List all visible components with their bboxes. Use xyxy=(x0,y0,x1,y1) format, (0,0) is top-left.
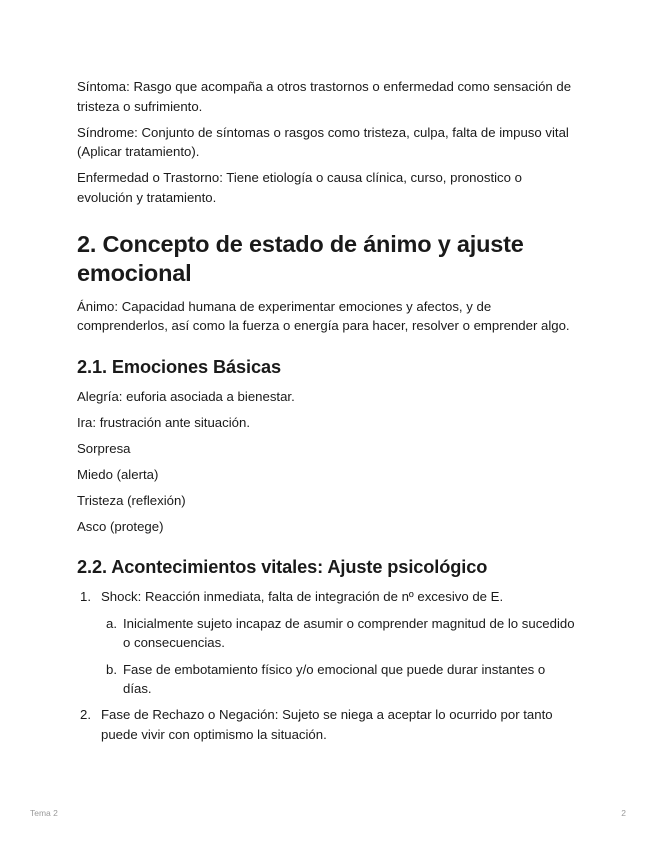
list-number: 1. xyxy=(80,589,91,605)
paragraph-sintoma: Síntoma: Rasgo que acompaña a otros trastornos o enfermedad como sensación de tristeza o sufrimiento. xyxy=(77,79,572,114)
sub-list-item-text: Fase de embotamiento físico y/o emocional que puede durar instantes o días. xyxy=(123,661,546,697)
emotion-item: Alegría: euforia asociada a bienestar. xyxy=(77,388,295,404)
sub-list-letter: a. xyxy=(106,615,117,631)
list-item xyxy=(77,587,577,698)
sub-list-item-text: Inicialmente sujeto incapaz de asumir o comprender magnitud de lo sucedido o consecuencias. xyxy=(123,615,575,651)
page-content xyxy=(77,77,577,744)
list-number: 2. xyxy=(80,707,91,723)
emotion-item: Sorpresa xyxy=(77,440,131,456)
section-2-2-heading: 2.2. Acontecimientos vitales: Ajuste psicológico xyxy=(77,557,488,578)
sub-list xyxy=(77,614,577,699)
paragraph-enfermedad: Enfermedad o Trastorno: Tiene etiología o causa clínica, curso, pronostico o evolución y tratamiento. xyxy=(77,170,522,205)
list-item-text: Shock: Reacción inmediata, falta de integración de nº excesivo de E. xyxy=(101,589,504,605)
paragraph-sindrome: Síndrome: Conjunto de síntomas o rasgos como tristeza, culpa, falta de impuso vital (Aplicar tratamiento). xyxy=(77,124,569,160)
footer-topic: Tema 2 xyxy=(30,808,58,818)
list-item-text: Fase de Rechazo o Negación: Sujeto se niega a aceptar lo ocurrido por tanto puede vivir con optimismo la situación. xyxy=(101,707,553,742)
section-2-1-heading: 2.1. Emociones Básicas xyxy=(77,356,282,377)
sub-list-letter: b. xyxy=(106,661,117,677)
sub-list-item xyxy=(77,660,577,699)
numbered-list xyxy=(77,587,577,744)
section-2-heading: 2. Concepto de estado de ánimo y ajuste emocional xyxy=(77,230,524,286)
paragraph-animo: Ánimo: Capacidad humana de experimentar emociones y afectos, y de comprenderlos, así como la fuerza o energía para hacer, resolver o emprender algo. xyxy=(77,298,570,334)
emotion-item: Asco (protege) xyxy=(77,518,164,534)
footer-page-number: 2 xyxy=(621,808,626,818)
list-item xyxy=(77,705,577,744)
emotion-item: Ira: frustración ante situación. xyxy=(77,414,250,430)
emotion-item: Miedo (alerta) xyxy=(77,466,159,482)
emotion-item: Tristeza (reflexión) xyxy=(77,492,186,508)
sub-list-item xyxy=(77,614,577,653)
